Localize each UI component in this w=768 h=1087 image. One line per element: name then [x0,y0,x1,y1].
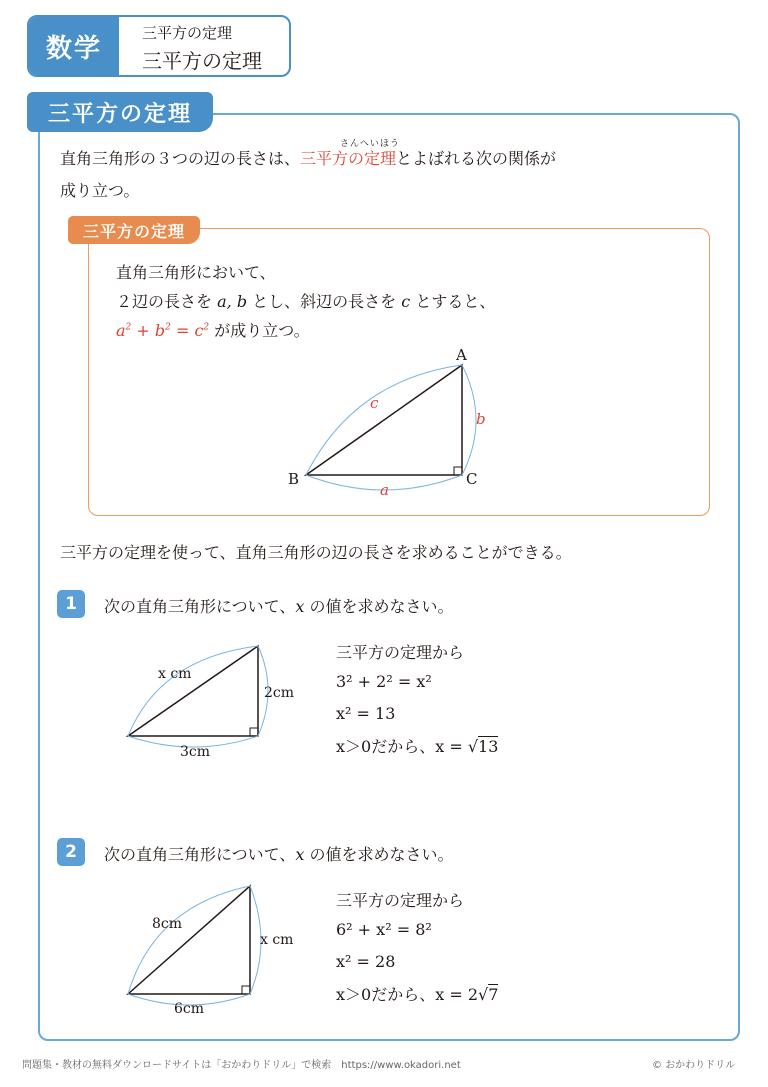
vertex-a-label: A [456,346,467,364]
solution-equation-3 [336,982,498,1005]
problem-number-badge: 1 [57,590,85,618]
solution-equation-1: 6² + x² = 8² [336,920,432,939]
formula-b: b [154,321,166,340]
theorem-triangle-diagram [270,340,530,510]
section-title: 三平方の定理 [27,92,213,132]
radicand: 13 [478,737,499,756]
triangle-shape [128,886,250,994]
problem-question [104,842,454,865]
formula-c: c [194,321,204,340]
solution-equation-1: 3² + 2² = x² [336,672,432,691]
side-b-label: b [476,410,486,428]
solution-heading: 三平方の定理から [336,643,465,662]
hypotenuse-label: x cm [158,666,192,682]
vertical-side-label: 2cm [264,685,295,701]
answer-lhs: x = [435,985,468,1004]
theorem-var-ab: a, b [217,292,248,311]
question-text: 次の直角三角形について、 [104,597,296,616]
formula-exp: 2 [203,322,210,333]
footer-site-text: 問題集・教材の無料ダウンロードサイトは「おかわりドリル」で検索 https://www.okadori.net [22,1060,461,1071]
theorem-text: ２辺の長さを [116,292,213,311]
right-angle-mark [454,467,462,475]
formula-exp: 2 [165,322,171,333]
answer-lhs: x = [435,737,468,756]
vertex-b-label: B [288,470,300,488]
theorem-var-c: c [401,292,411,311]
intro-line-2: 成り立つ。 [60,181,140,200]
base-side-label: 3cm [180,744,211,760]
hypotenuse-label: 8cm [152,916,183,932]
theorem-text: が成り立つ。 [214,321,310,340]
question-text: の値を求めなさい。 [309,845,454,864]
question-text: 次の直角三角形について、 [104,845,296,864]
side-c-label: c [370,394,379,412]
theorem-text: とすると、 [415,292,496,311]
solution-equation-3 [336,734,498,757]
problem-1-triangle-diagram [100,630,320,770]
problem-2-triangle-diagram [100,872,320,1022]
condition-text: x＞0だから、 [336,985,436,1004]
right-angle-mark [250,728,258,736]
formula-plus: + [136,321,150,340]
formula-a: a [116,321,126,340]
question-var: x [295,597,305,616]
formula-eq: = [175,321,190,340]
problem-number-badge: 2 [57,838,85,866]
subject-tag: 数学 [29,17,119,75]
theorem-label: 三平方の定理 [68,216,200,244]
triangle-shape [128,646,258,736]
answer-coefficient: 2 [467,985,479,1004]
right-angle-mark [242,986,250,994]
intro-highlight: 三平方の定理 [300,149,397,168]
unit-title: 三平方の定理 [142,49,262,73]
sqrt-symbol: √ [467,737,479,756]
unit-subtitle: 三平方の定理 [142,24,233,42]
summary-text: 三平方の定理を使って、直角三角形の辺の長さを求めることができる。 [60,543,572,562]
vertical-side-label: x cm [260,932,294,948]
formula-exp: 2 [125,322,132,333]
question-text: の値を求めなさい。 [309,597,454,616]
header-box [27,15,291,77]
ruby-reading: さんへいほう [340,139,400,149]
intro-line-1 [60,146,556,169]
footer-copyright: © おかわりドリル [652,1060,736,1071]
intro-text-b: とよばれる次の関係が [396,149,557,168]
vertex-c-label: C [466,470,478,488]
arc-b [462,365,476,475]
theorem-formula-line [116,318,310,341]
solution-heading: 三平方の定理から [336,891,465,910]
theorem-line-2 [116,289,495,312]
condition-text: x＞0だから、 [336,737,436,756]
solution-equation-2: x² = 13 [336,704,396,723]
question-var: x [295,845,305,864]
problem-question [104,594,454,617]
sqrt-symbol: √ [478,985,489,1004]
intro-text-a: 直角三角形の３つの辺の長さは、 [60,149,301,168]
side-a-label: a [380,481,389,499]
pythagorean-formula [116,321,209,340]
triangle-shape [306,365,462,475]
base-side-label: 6cm [174,1001,205,1017]
theorem-text: とし、斜辺の長さを [252,292,397,311]
radicand: 7 [488,985,499,1004]
solution-equation-2: x² = 28 [336,952,396,971]
theorem-line-1: 直角三角形において、 [116,263,276,282]
